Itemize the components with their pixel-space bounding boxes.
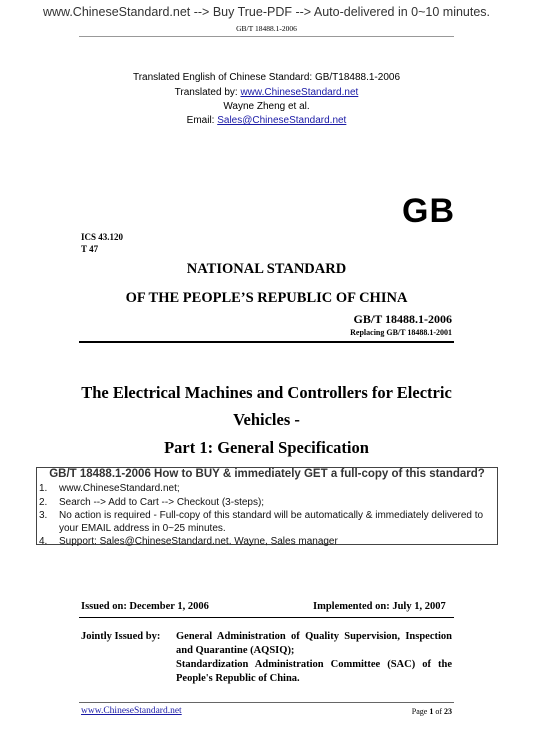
purchase-step (36, 536, 338, 547)
step-text: No action is required - Full-copy of this standard will be automatically & immediately delivered to (59, 510, 484, 521)
translation-line: Translated English of Chinese Standard: GB/T18488.1-2006 (132, 72, 401, 83)
national-standard-heading: NATIONAL STANDARD (186, 261, 347, 277)
header-standard-code: GB/T 18488.1-2006 (236, 24, 297, 33)
issuer-line2: and Quarantine (AQSIQ); (176, 645, 295, 656)
translator-website-link[interactable]: www.ChineseStandard.net (240, 87, 359, 98)
purchase-step (36, 483, 180, 494)
translated-by-label: Translated by: (174, 87, 241, 98)
step-number: 3. (39, 510, 48, 521)
country-heading: OF THE PEOPLE’S REPUBLIC OF CHINA (125, 290, 408, 306)
document-title-line2: Vehicles - (233, 410, 300, 429)
replacing-note: Replacing GB/T 18488.1-2001 (350, 328, 452, 337)
issuer-line3: Standardization Administration Committee (SAC) of the (176, 659, 452, 670)
page-total: 23 (444, 707, 452, 716)
header-divider (79, 36, 454, 37)
document-title-line1: The Electrical Machines and Controllers for Electric (81, 383, 452, 402)
dates-divider (79, 617, 454, 618)
step-text: Support: Sales@ChineseStandard.net. Wayne, Sales manager (59, 536, 338, 547)
purchase-step (36, 510, 483, 521)
purchase-step (36, 497, 264, 508)
issuer-line1: General Administration of Quality Supervision, Inspection (176, 631, 452, 642)
document-title-line3: Part 1: General Specification (164, 438, 369, 457)
email-link[interactable]: Sales@ChineseStandard.net (217, 115, 347, 126)
issuer-line4: People's Republic of China. (176, 673, 300, 684)
step-number: 1. (39, 483, 48, 494)
translated-by (0, 87, 533, 98)
standard-number: GB/T 18488.1-2006 (353, 312, 452, 326)
footer-website-link[interactable]: www.ChineseStandard.net (81, 706, 182, 716)
implemented-date: Implemented on: July 1, 2007 (313, 601, 446, 612)
page-label: Page (411, 707, 430, 716)
gb-mark: GB (402, 192, 455, 230)
step-text: your EMAIL address in 0~25 minutes. (59, 523, 226, 534)
purchase-step-continued (36, 523, 226, 534)
issued-date: Issued on: December 1, 2006 (81, 601, 209, 612)
category-code: T 47 (81, 244, 99, 254)
page-number (412, 707, 452, 716)
title-divider (79, 341, 454, 343)
step-number: 2. (39, 497, 48, 508)
footer-divider (79, 702, 454, 703)
page-of-label: of (433, 707, 444, 716)
top-banner[interactable]: www.ChineseStandard.net --> Buy True-PDF --> Auto-delivered in 0~10 minutes. (42, 5, 491, 19)
step-website-link[interactable]: www.ChineseStandard.net; (59, 483, 180, 494)
jointly-issued-label: Jointly Issued by: (81, 631, 161, 642)
purchase-box-heading: GB/T 18488.1-2006 How to BUY & immediately GET a full-copy of this standard? (49, 468, 485, 480)
step-text: Search --> Add to Cart --> Checkout (3-steps); (59, 497, 265, 508)
step-number: 4. (39, 536, 48, 547)
email-label: Email: (186, 115, 218, 126)
page-current: 1 (429, 707, 434, 716)
translator-names: Wayne Zheng et al. (223, 101, 310, 112)
email-line (0, 115, 533, 126)
ics-code: ICS 43.120 (81, 232, 124, 242)
